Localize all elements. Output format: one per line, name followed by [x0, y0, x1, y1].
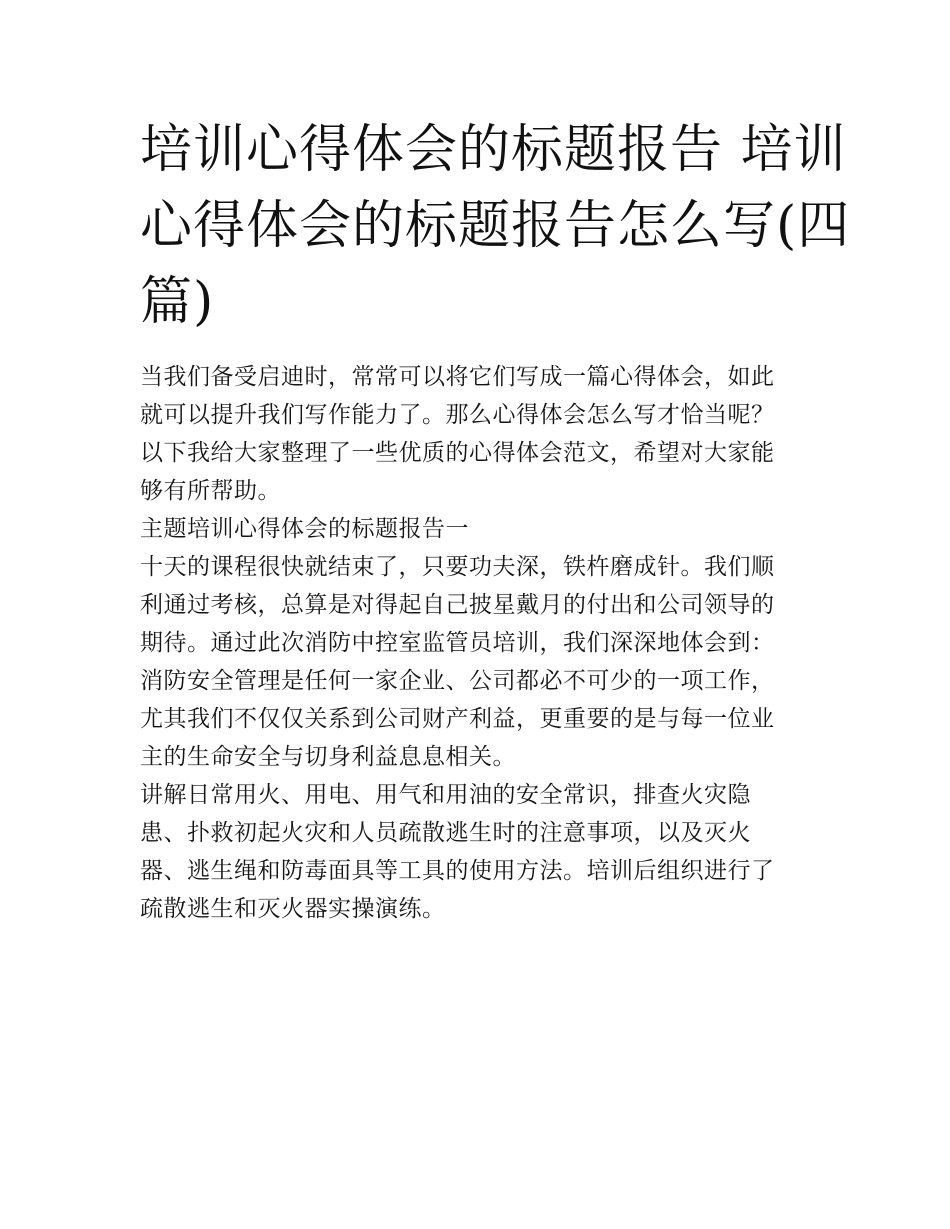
text-line: 十天的课程很快就结束了，只要功夫深，铁杵磨成针。我们顺 — [140, 554, 775, 580]
text-line: 期待。通过此次消防中控室监管员培训，我们深深地体会到： — [140, 630, 775, 656]
title-line: 培训心得体会的标题报告 培训 — [140, 120, 847, 180]
title-line: 心得体会的标题报告怎么写(四 — [140, 196, 851, 256]
section-heading: 主题培训心得体会的标题报告一 — [140, 516, 469, 542]
text-line: 器、逃生绳和防毒面具等工具的使用方法。培训后组织进行了 — [140, 858, 775, 884]
text-line: 患、扑救初起火灾和人员疏散逃生时的注意事项，以及灭火 — [140, 820, 751, 846]
text-line: 当我们备受启迪时，常常可以将它们写成一篇心得体会，如此 — [140, 364, 775, 390]
text-line: 就可以提升我们写作能力了。那么心得体会怎么写才恰当呢？ — [140, 402, 775, 428]
text-line: 以下我给大家整理了一些优质的心得体会范文，希望对大家能 — [140, 440, 775, 466]
title-line: 篇) — [140, 272, 215, 332]
paragraph-1 — [140, 548, 820, 776]
text-line: 够有所帮助。 — [140, 478, 281, 504]
text-line: 讲解日常用火、用电、用气和用油的安全常识，排查火灾隐 — [140, 782, 751, 808]
text-line: 尤其我们不仅仅关系到公司财产利益，更重要的是与每一位业 — [140, 706, 775, 732]
paragraph-2 — [140, 776, 820, 928]
intro-paragraph — [140, 358, 820, 510]
document-body — [140, 358, 820, 928]
document-title — [140, 112, 851, 340]
text-line: 疏散逃生和灭火器实操演练。 — [140, 896, 446, 922]
text-line: 主的生命安全与切身利益息息相关。 — [140, 744, 516, 770]
text-line: 消防安全管理是任何一家企业、公司都必不可少的一项工作， — [140, 668, 775, 694]
text-line: 利通过考核，总算是对得起自己披星戴月的付出和公司领导的 — [140, 592, 775, 618]
